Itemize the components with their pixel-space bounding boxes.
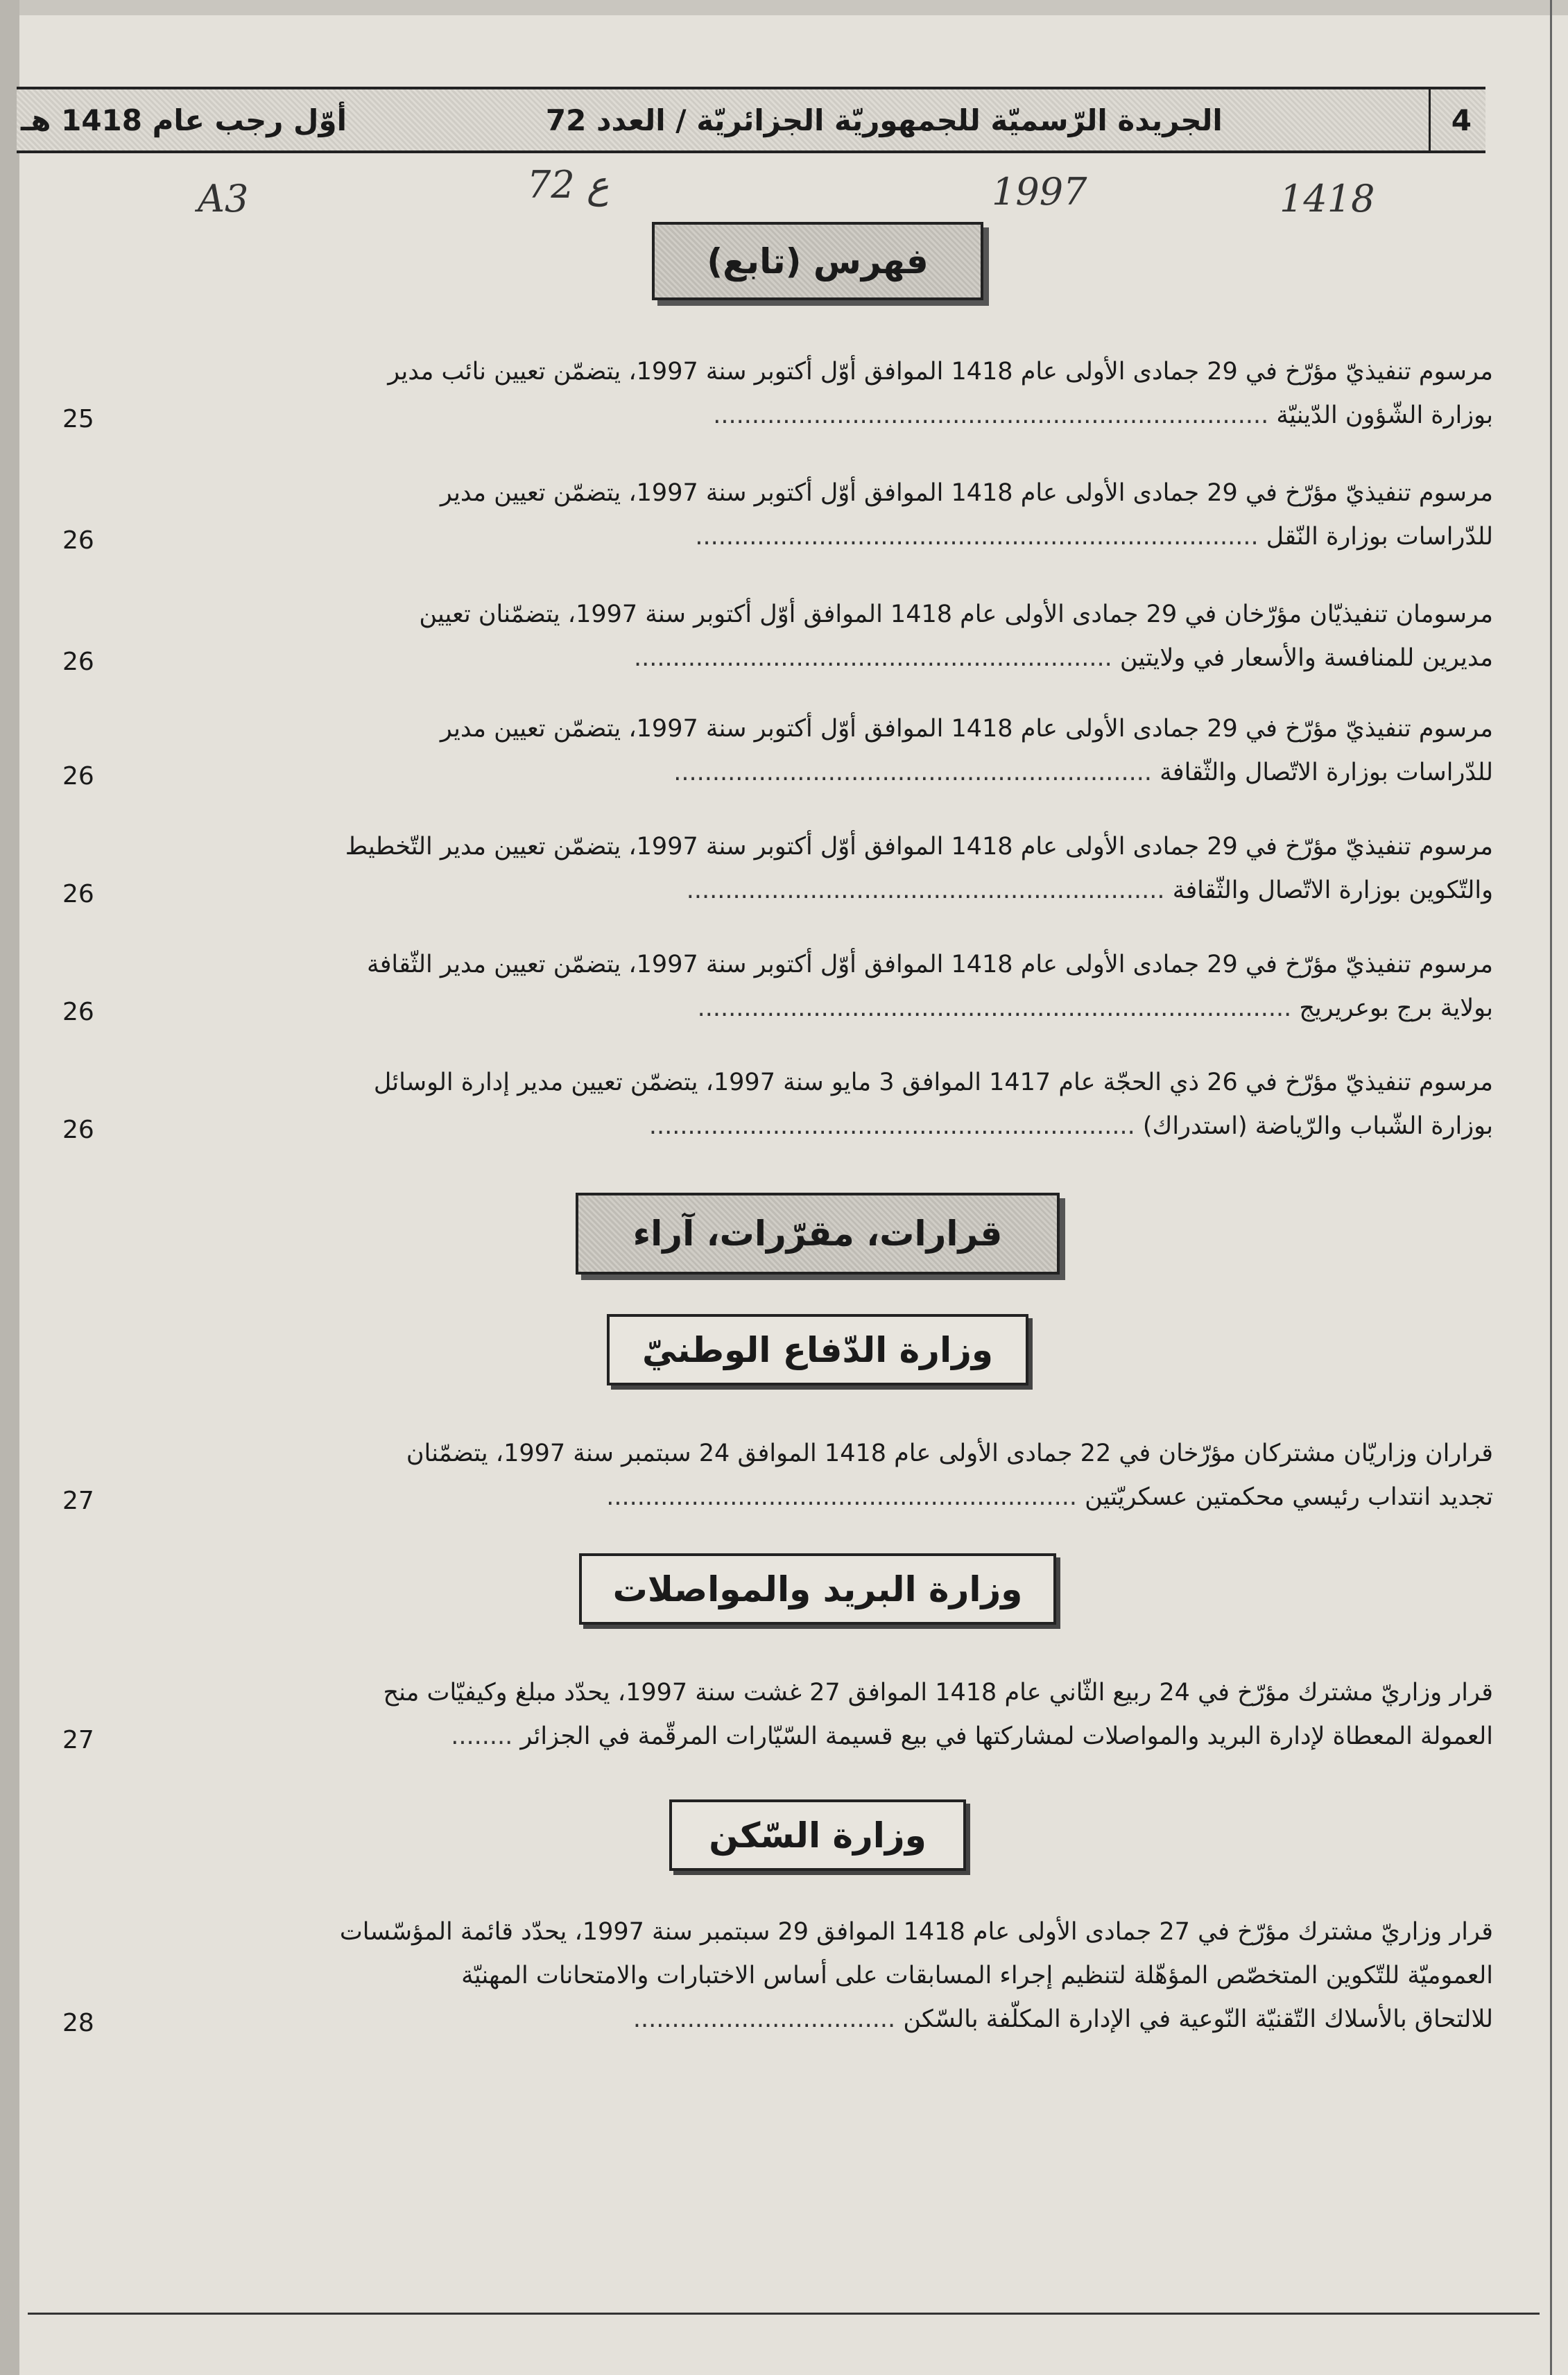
toc-entry [62, 825, 1493, 913]
toc-page-number: 26 [62, 998, 94, 1026]
toc-entry-line: مرسوم تنفيذيّ مؤرّخ في 29 جمادى الأولى عام 1418 الموافق أوّل أكتوبر سنة 1997، يتضمّن تعيين نائب مدير [388, 358, 1493, 386]
toc-entry-line: العموميّة للتّكوين المتخصّص المؤهّلة لتنظيم إجراء المسابقات على أساس الاختبارات والامتحانات المهنيّة [461, 1962, 1493, 1989]
toc-entry-line: قرار وزاريّ مشترك مؤرّخ في 27 جمادى الأولى عام 1418 الموافق 29 سبتمبر سنة 1997، يحدّد قائمة المؤسّسات [339, 1918, 1493, 1946]
toc-entry-line: للالتحاق بالأسلاك التّقنيّة النّوعية في الإدارة المكلّفة بالسّكن .................................. [632, 2005, 1493, 2033]
toc-page-number: 25 [62, 405, 94, 433]
page-edge-top [0, 0, 1568, 15]
header-page-number: 4 [1429, 89, 1472, 150]
toc-entry-line: مرسوم تنفيذيّ مؤرّخ في 29 جمادى الأولى عام 1418 الموافق أوّل أكتوبر سنة 1997، يتضمّن تعيين مدير [440, 715, 1493, 743]
toc-entry-line: تجديد انتداب رئيسي محكمتين عسكريّتين ............................................................. [606, 1483, 1493, 1511]
handwritten-year: 1997 [992, 170, 1087, 214]
toc-entry-line: مرسوم تنفيذيّ مؤرّخ في 26 ذي الحجّة عام 1417 الموافق 3 مايو سنة 1997، يتضمّن تعيين مدير إدارة الوسائل [373, 1069, 1493, 1096]
toc-entry-text [62, 593, 1493, 680]
header-journal-title: الجريدة الرّسميّة للجمهوريّة الجزائريّة / العدد 72 [545, 103, 1223, 137]
leader-dots: .............................................................. [686, 876, 1173, 904]
leader-dots: ............................................................... [648, 1112, 1143, 1140]
section-decisions: قرارات، مقرّرات، آراء [576, 1193, 1060, 1275]
toc-entry [62, 472, 1493, 559]
toc-entry [62, 1432, 1493, 1519]
toc-entry [62, 1910, 1493, 2041]
toc-entry-line: مرسوم تنفيذيّ مؤرّخ في 29 جمادى الأولى عام 1418 الموافق أوّل أكتوبر سنة 1997، يتضمّن تعيين مدير [440, 479, 1493, 507]
toc-page-number: 26 [62, 648, 94, 676]
toc-entry-line: قراران وزاريّان مشتركان مؤرّخان في 22 جمادى الأولى عام 1418 الموافق 24 سبتمبر سنة 1997، يتضمّنان [406, 1440, 1493, 1467]
toc-entry-text [62, 1910, 1493, 2041]
toc-page-number: 26 [62, 526, 94, 555]
section-ministry-defense: وزارة الدّفاع الوطنيّ [607, 1314, 1028, 1385]
section-ministry-post: وزارة البريد والمواصلات [579, 1553, 1056, 1625]
toc-entry [62, 943, 1493, 1030]
toc-entry [62, 707, 1493, 795]
side-rule [1550, 0, 1552, 2375]
leader-dots: ........................................................................ [713, 401, 1277, 429]
toc-entry [62, 1671, 1493, 1759]
page-edge-left [0, 0, 19, 2375]
leader-dots: ............................................................................. [697, 994, 1300, 1022]
toc-entry-line: مرسوم تنفيذيّ مؤرّخ في 29 جمادى الأولى عام 1418 الموافق أوّل أكتوبر سنة 1997، يتضمّن تعيين مدير الثّقافة [366, 951, 1493, 978]
section-ministry-housing: وزارة السّكن [669, 1799, 966, 1871]
toc-entry-line: للدّراسات بوزارة النّقل ......................................................................... [695, 523, 1493, 551]
toc-entry-line: بوزارة الشّؤون الدّينيّة ........................................................................ [713, 401, 1493, 429]
toc-entry-text [62, 472, 1493, 559]
toc-page-number: 26 [62, 1116, 94, 1144]
handwritten-issue: 72 ع [527, 163, 610, 207]
toc-entry-line: للدّراسات بوزارة الاتّصال والثّقافة .............................................................. [673, 759, 1493, 786]
section-index-continued: فهرس (تابع) [652, 222, 983, 300]
toc-page-number: 27 [62, 1726, 94, 1754]
toc-entry-text [62, 1671, 1493, 1759]
handwritten-hijri-year: 1418 [1280, 177, 1375, 221]
toc-entry-text [62, 943, 1493, 1030]
toc-entry-line: مديرين للمنافسة والأسعار في ولايتين .............................................................. [633, 644, 1493, 672]
toc-entry-line: قرار وزاريّ مشترك مؤرّخ في 24 ربيع الثّاني عام 1418 الموافق 27 غشت سنة 1997، يحدّد مبلغ وكيفيّات منح [383, 1679, 1493, 1707]
toc-entry-text [62, 707, 1493, 795]
toc-page-number: 28 [62, 2009, 94, 2037]
toc-entry-text [62, 1432, 1493, 1519]
toc-entry-line: مرسوم تنفيذيّ مؤرّخ في 29 جمادى الأولى عام 1418 الموافق أوّل أكتوبر سنة 1997، يتضمّن تعيين مدير التّخطيط [345, 833, 1493, 861]
toc-entry [62, 593, 1493, 680]
bottom-rule [28, 2313, 1540, 2315]
toc-page-number: 26 [62, 762, 94, 791]
leader-dots: .............................................................. [633, 644, 1120, 672]
toc-entry-line: بولاية برج بوعريريج ............................................................................. [697, 994, 1493, 1022]
toc-page-number: 26 [62, 880, 94, 908]
handwritten-ref: A3 [198, 177, 249, 221]
leader-dots: ............................................................. [606, 1483, 1085, 1511]
toc-entry-line: والتّكوين بوزارة الاتّصال والثّقافة .............................................................. [686, 876, 1493, 904]
toc-entry [62, 1061, 1493, 1148]
page-header [17, 87, 1485, 153]
leader-dots: .............................................................. [673, 759, 1160, 786]
toc-page-number: 27 [62, 1487, 94, 1515]
toc-entry-line: بوزارة الشّباب والرّياضة (استدراك) ............................................................... [648, 1112, 1493, 1140]
leader-dots: .................................. [632, 2005, 904, 2033]
leader-dots: ......................................................................... [695, 523, 1266, 551]
leader-dots: ........ [451, 1722, 521, 1750]
toc-entry-text [62, 350, 1493, 438]
toc-entry-line: مرسومان تنفيذيّان مؤرّخان في 29 جمادى الأولى عام 1418 الموافق أوّل أكتوبر سنة 1997، يتضمّنان تعيين [419, 601, 1493, 628]
toc-entry-text [62, 825, 1493, 913]
toc-entry [62, 350, 1493, 438]
toc-entry-text [62, 1061, 1493, 1148]
header-hijri-date: أوّل رجب عام 1418 هـ [21, 103, 347, 137]
toc-entry-line: العمولة المعطاة لإدارة البريد والمواصلات لمشاركتها في بيع قسيمة السّيّارات المرقّمة في الجزائر ........ [451, 1722, 1493, 1750]
